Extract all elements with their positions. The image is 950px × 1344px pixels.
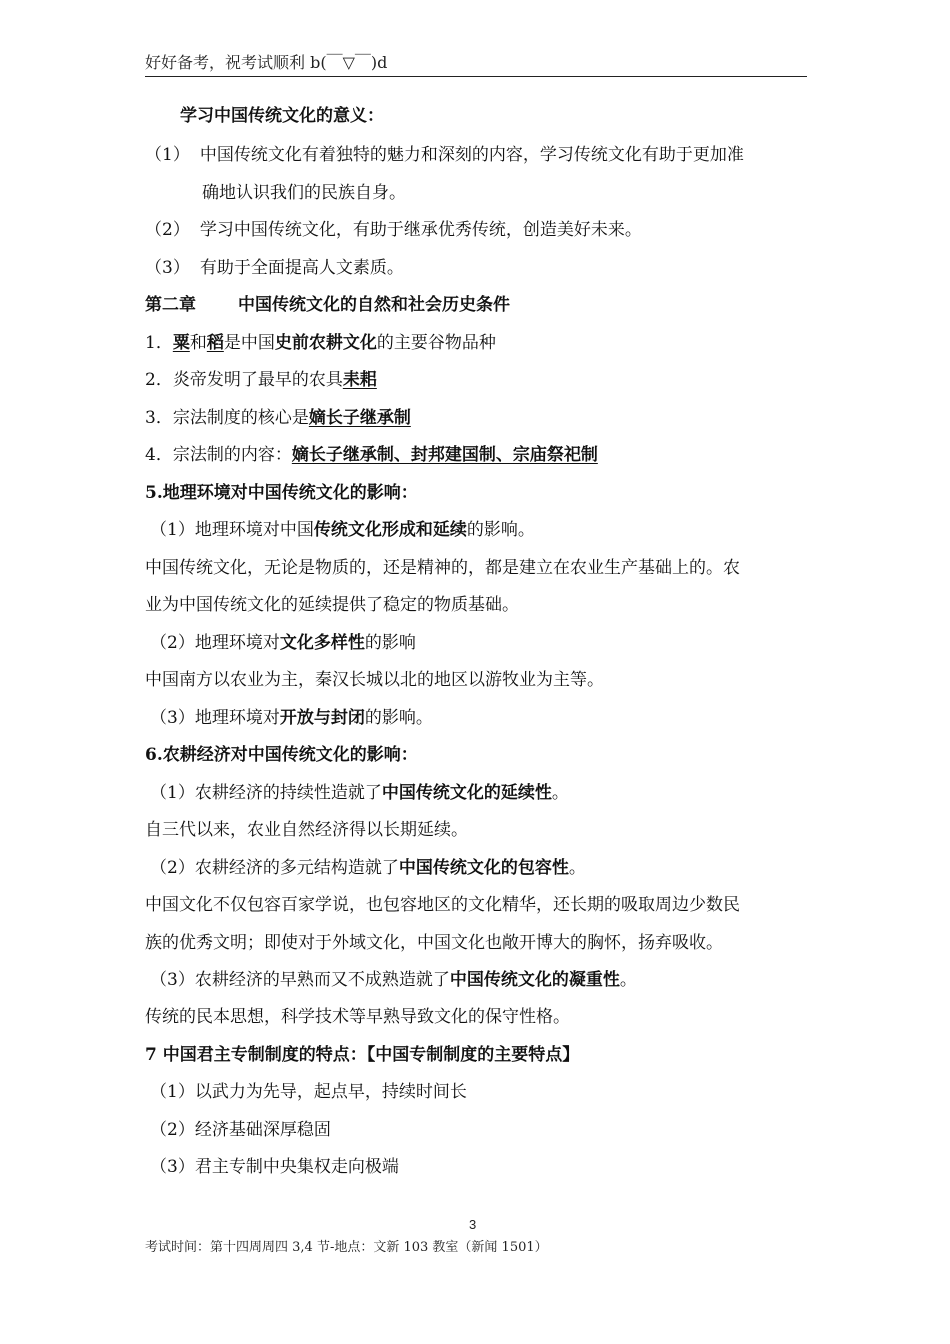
- section-6-sub-1: [150, 781, 569, 805]
- sub-text: （1）农耕经济的持续性造就了: [150, 783, 382, 803]
- item-text: 中国传统文化有着独特的魅力和深刻的内容，学习传统文化有助于更加准: [199, 145, 744, 165]
- item-number: （3）: [145, 258, 190, 278]
- key-term: 嫡长子继承制、封邦建国制、宗庙祭祀制: [291, 445, 598, 465]
- sub-text: （1）地理环境对中国: [150, 520, 314, 540]
- chapter-heading: [145, 293, 510, 317]
- point-text: 和: [189, 333, 207, 353]
- chapter-label: 第二章: [145, 295, 196, 315]
- chapter-title: 中国传统文化的自然和社会历史条件: [238, 295, 510, 315]
- sub-text: 。: [619, 970, 637, 990]
- section-5-sub-3: [150, 706, 433, 730]
- point-number: 4．: [145, 445, 173, 465]
- point-1: [145, 331, 496, 355]
- key-term: 粟: [172, 333, 190, 353]
- point-text: 是中国: [223, 333, 275, 353]
- meaning-item-1-continued: 确地认识我们的民族自身。: [202, 183, 406, 203]
- sub-text: （2）地理环境对: [150, 633, 280, 653]
- sub-text: 的影响: [364, 633, 416, 653]
- section-5-paragraph-2: 中国南方以农业为主，秦汉长城以北的地区以游牧业为主等。: [145, 670, 604, 690]
- section-6-title: 6.农耕经济对中国传统文化的影响：: [145, 745, 418, 765]
- point-4: [145, 443, 598, 467]
- section-5-paragraph-1a: 中国传统文化，无论是物质的，还是精神的，都是建立在农业生产基础上的。农: [145, 558, 740, 578]
- sub-text: 。: [551, 783, 569, 803]
- section-6-sub-2: [150, 856, 586, 880]
- point-text: 炎帝发明了最早的农具: [172, 370, 343, 390]
- section-5-paragraph-1b: 业为中国传统文化的延续提供了稳定的物质基础。: [145, 595, 519, 615]
- sub-text: （2）农耕经济的多元结构造就了: [150, 858, 399, 878]
- section-5-sub-1: [150, 518, 535, 542]
- point-text: 宗法制度的核心是: [172, 408, 309, 428]
- section-7-title: 7 中国君主专制制度的特点：【中国专制制度的主要特点】: [145, 1045, 580, 1065]
- key-term: 文化多样性: [279, 633, 365, 653]
- sub-text: 的影响。: [364, 708, 433, 728]
- section-6-paragraph-1: 自三代以来，农业自然经济得以长期延续。: [145, 820, 468, 840]
- key-term: 史前农耕文化: [274, 333, 377, 353]
- item-number: （2）: [145, 220, 190, 240]
- key-term: 传统文化形成和延续: [313, 520, 467, 540]
- section-6-paragraph-3: 传统的民本思想，科学技术等早熟导致文化的保守性格。: [145, 1007, 570, 1027]
- point-number: 1．: [145, 333, 173, 353]
- section-6-paragraph-2a: 中国文化不仅包容百家学说，也包容地区的文化精华，还长期的吸取周边少数民: [145, 895, 740, 915]
- meaning-item-2: [145, 218, 642, 242]
- key-term: 中国传统文化的凝重性: [449, 970, 620, 990]
- key-term: 嫡长子继承制: [308, 408, 411, 428]
- section-7-item-3: （3）君主专制中央集权走向极端: [150, 1157, 399, 1177]
- point-text: 的主要谷物品种: [376, 333, 496, 353]
- section-5-title: 5.地理环境对中国传统文化的影响：: [145, 483, 418, 503]
- item-text: 学习中国传统文化，有助于继承优秀传统，创造美好未来。: [199, 220, 642, 240]
- key-term: 中国传统文化的包容性: [398, 858, 569, 878]
- point-2: [145, 368, 377, 392]
- point-number: 2．: [145, 370, 173, 390]
- page-number: 3: [469, 1217, 477, 1232]
- sub-text: （3）农耕经济的早熟而又不成熟造就了: [150, 970, 450, 990]
- section-7-item-1: （1）以武力为先导，起点早，持续时间长: [150, 1082, 467, 1102]
- point-number: 3．: [145, 408, 173, 428]
- section-7-item-2: （2）经济基础深厚稳固: [150, 1120, 331, 1140]
- key-term: 开放与封闭: [279, 708, 365, 728]
- sub-text: 。: [568, 858, 586, 878]
- key-term: 稻: [206, 333, 224, 353]
- meaning-item-3: [145, 256, 404, 280]
- page-footer: 考试时间：第十四周周四 3,4 节-地点：文新 103 教室（新闻 1501）: [145, 1240, 548, 1255]
- point-text: 宗法制的内容：: [172, 445, 292, 465]
- point-3: [145, 406, 411, 430]
- sub-text: （3）地理环境对: [150, 708, 280, 728]
- section-5-sub-2: [150, 631, 416, 655]
- sub-text: 的影响。: [466, 520, 535, 540]
- key-term: 耒耜: [342, 370, 377, 390]
- item-number: （1）: [145, 145, 190, 165]
- page-header: 好好备考，祝考试顺利 b(￣▽￣)d: [145, 50, 807, 77]
- key-term: 中国传统文化的延续性: [381, 783, 552, 803]
- section-title-meaning: 学习中国传统文化的意义：: [180, 106, 384, 126]
- item-text: 有助于全面提高人文素质。: [199, 258, 404, 278]
- section-6-paragraph-2b: 族的优秀文明；即使对于外域文化，中国文化也敞开博大的胸怀，扬弃吸收。: [145, 933, 723, 953]
- section-6-sub-3: [150, 968, 637, 992]
- meaning-item-1: [145, 143, 744, 167]
